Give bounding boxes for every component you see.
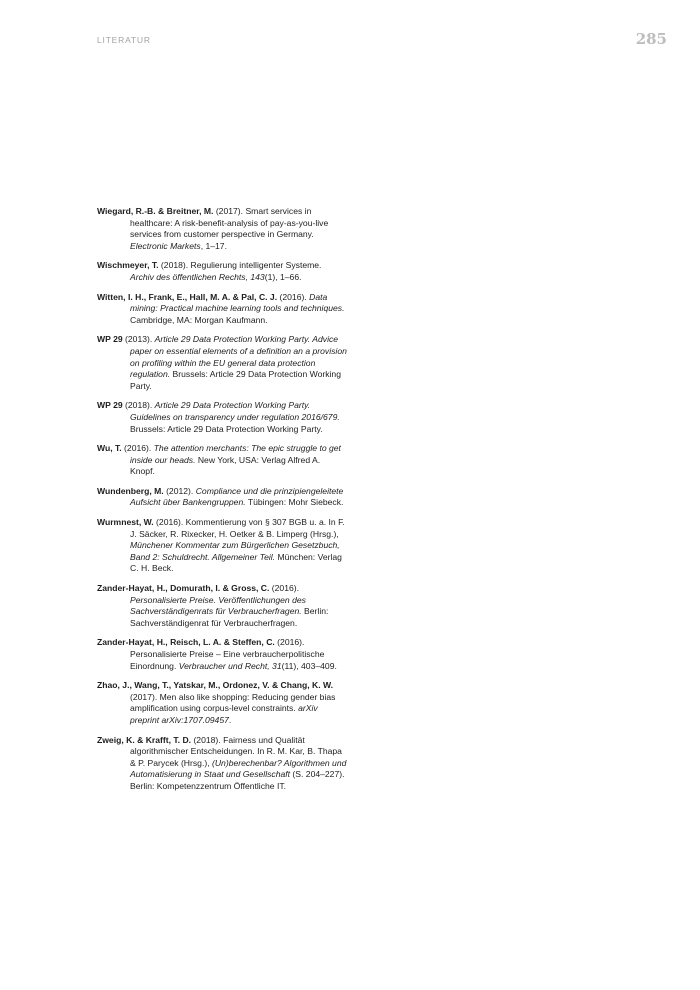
reference-text: Berlin: Sachverständigenrat für Verbraucherfragen.	[130, 606, 329, 628]
reference-entry	[97, 735, 347, 793]
reference-text: Cambridge, MA: Morgan Kaufmann.	[130, 314, 268, 325]
reference-text: (2016). Personalisierte Preise – Eine verbraucherpolitische Einordnung.	[130, 637, 325, 671]
reference-author: WP 29	[97, 400, 123, 411]
reference-text: (2018). Fairness und Qualität algorithmischer Entscheidungen. In R. M. Kar, B. Thapa & P. Parycek (Hrsg.),	[130, 734, 342, 768]
reference-text: Brussels: Article 29 Data Protection Working Party.	[130, 423, 323, 434]
reference-entry	[97, 583, 347, 629]
reference-text: (11), 403–409.	[281, 660, 337, 671]
reference-entry	[97, 637, 347, 672]
reference-title: Verbraucher und Recht, 31	[178, 660, 282, 671]
reference-text: (2018).	[122, 400, 155, 411]
reference-text: (2017). Men also like shopping: Reducing gender bias amplification using corpus-level constraints.	[130, 691, 336, 714]
reference-text: (1), 1–66.	[264, 271, 302, 282]
reference-text: (S. 204–227). Berlin: Kompetenzzentrum Öffentliche IT.	[130, 769, 345, 791]
reference-author: Zander-Hayat, H., Domurath, I. & Gross, C.	[97, 583, 270, 594]
reference-text: .	[228, 714, 232, 725]
reference-title: Article 29 Data Protection Working Party. Guidelines on transparency under regulation 2016/679.	[130, 400, 340, 422]
reference-text: (2017). Smart services in healthcare: A risk-benefit-analysis of pay-as-you-live services from customer perspective in Germany.	[130, 206, 329, 240]
reference-entry	[97, 334, 347, 392]
reference-entry	[97, 400, 347, 435]
reference-author: Wiegard, R.-B. & Breitner, M.	[97, 206, 214, 216]
reference-author: WP 29	[97, 334, 123, 345]
reference-entry	[97, 443, 347, 478]
reference-list	[97, 206, 347, 801]
reference-title: arXiv preprint arXiv:1707.09457	[130, 703, 318, 725]
reference-author: Zhao, J., Wang, T., Yatskar, M., Ordonez, V. & Chang, K. W.	[97, 680, 334, 691]
reference-title: Münchener Kommentar zum Bürgerlichen Gesetzbuch, Band 2: Schuldrecht. Allgemeiner Teil.	[130, 540, 340, 562]
reference-text: (2016).	[269, 583, 300, 594]
reference-author: Zander-Hayat, H., Reisch, L. A. & Steffen, C.	[97, 637, 275, 648]
reference-author: Witten, I. H., Frank, E., Hall, M. A. & Pal, C. J.	[97, 291, 278, 302]
reference-title: Data mining: Practical machine learning tools and techniques.	[130, 291, 345, 314]
reference-entry	[97, 486, 347, 509]
reference-title: Archiv des öffentlichen Rechts, 143	[130, 271, 265, 282]
reference-text: , 1–17.	[200, 240, 227, 251]
page-number: 285	[635, 30, 667, 48]
reference-title: The attention merchants: The epic struggle to get inside our heads.	[130, 443, 341, 465]
reference-title: Compliance und die prinzipiengeleitete Aufsicht über Bankengruppen.	[130, 485, 344, 508]
reference-author: Wurmnest, W.	[97, 517, 154, 528]
reference-author: Wundenberg, M.	[97, 485, 164, 496]
reference-text: Tübingen: Mohr Siebeck.	[245, 497, 344, 508]
reference-text: (2018). Regulierung intelligenter Systeme.	[158, 260, 322, 271]
reference-entry	[97, 517, 347, 575]
reference-title: Personalisierte Preise. Veröffentlichungen des Sachverständigenrats für Verbraucherfragen.	[130, 594, 306, 617]
reference-title: Electronic Markets	[130, 240, 201, 251]
reference-entry	[97, 292, 347, 327]
reference-author: Wu, T.	[97, 443, 122, 454]
reference-entry	[97, 206, 347, 252]
reference-text: München: Verlag C. H. Beck.	[130, 551, 342, 574]
reference-entry	[97, 260, 347, 283]
reference-text: (2016). Kommentierung von § 307 BGB u. a. In F. J. Säcker, R. Rixecker, H. Oetker & B. Limperg (Hrsg.),	[130, 517, 345, 539]
reference-text: (2012).	[163, 485, 196, 496]
reference-text: (2013).	[122, 334, 155, 345]
running-head: LITERATUR	[97, 35, 151, 45]
reference-title: Article 29 Data Protection Working Party. Advice paper on essential elements of a definition an a provision on profiling within the EU general data protection regulation.	[130, 334, 347, 380]
reference-author: Wischmeyer, T.	[97, 260, 159, 271]
reference-author: Zweig, K. & Krafft, T. D.	[97, 734, 192, 745]
reference-text: Brussels: Article 29 Data Protection Working Party.	[130, 369, 341, 391]
reference-text: (2016).	[277, 291, 310, 302]
reference-text: New York, USA: Verlag Alfred A. Knopf.	[130, 454, 321, 477]
reference-entry	[97, 680, 347, 726]
reference-text: (2016).	[121, 443, 154, 454]
reference-title: (Un)berechenbar? Algorithmen und Automatisierung in Staat und Gesellschaft	[130, 757, 347, 780]
